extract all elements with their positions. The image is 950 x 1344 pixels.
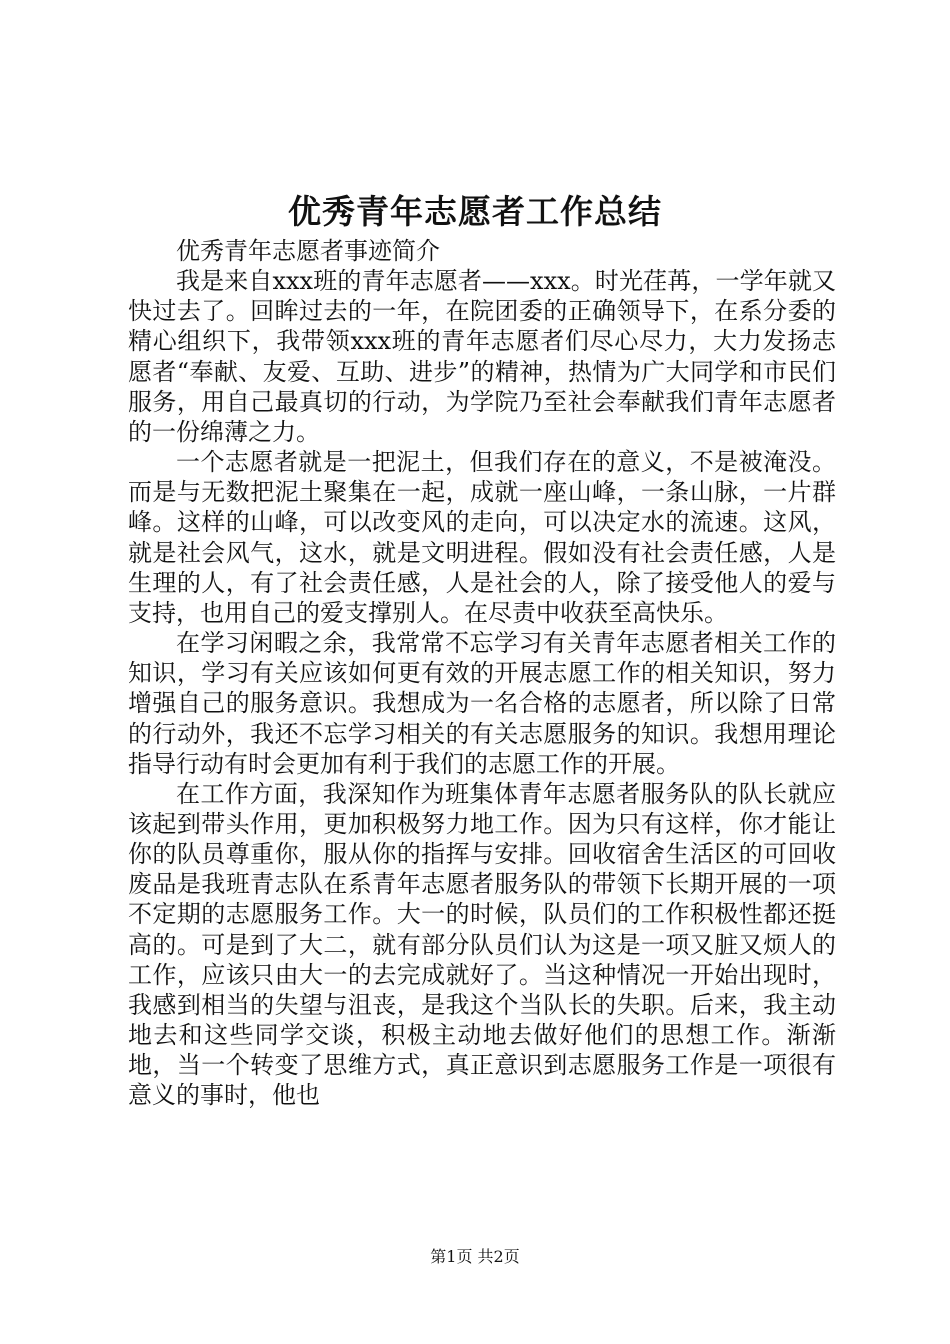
document-body — [128, 236, 836, 1111]
paragraph-1: 我是来自xxx班的青年志愿者——xxx。时光荏苒，一学年就又快过去了。回眸过去的一年，在院团委的正确领导下，在系分委的精心组织下，我带领xxx班的青年志愿者们尽心尽力，大力发扬志愿者“奉献、友爱、互助、进步”的精神，热情为广大同学和市民们服务，用自己最真切的行动，为学院乃至社会奉献我们青年志愿者的一份绵薄之力。 — [128, 267, 836, 446]
paragraph-4: 在工作方面，我深知作为班集体青年志愿者服务队的队长就应该起到带头作用，更加积极努力地工作。因为只有这样，你才能让你的队员尊重你，服从你的指挥与安排。回收宿舍生活区的可回收废品是我班青志队在系青年志愿者服务队的带领下长期开展的一项不定期的志愿服务工作。大一的时候，队员们的工作积极性都还挺高的。可是到了大二，就有部分队员们认为这是一项又脏又烦人的工作，应该只由大一的去完成就好了。当这种情况一开始出现时，我感到相当的失望与沮丧，是我这个当队长的失职。后来，我主动地去和这些同学交谈，积极主动地去做好他们的思想工作。渐渐地，当一个转变了思维方式，真正意识到志愿服务工作是一项很有意义的事时，他也 — [128, 779, 836, 1110]
document-title: 优秀青年志愿者工作总结 — [288, 192, 662, 231]
page-footer: 第1页 共2页 — [430, 1247, 520, 1266]
paragraph-3: 在学习闲暇之余，我常常不忘学习有关青年志愿者相关工作的知识，学习有关应该如何更有效的开展志愿工作的相关知识，努力增强自己的服务意识。我想成为一名合格的志愿者，所以除了日常的行动外，我还不忘学习相关的有关志愿服务的知识。我想用理论指导行动有时会更加有利于我们的志愿工作的开展。 — [128, 629, 836, 778]
paragraph-2: 一个志愿者就是一把泥土，但我们存在的意义，不是被淹没。而是与无数把泥土聚集在一起，成就一座山峰，一条山脉，一片群峰。这样的山峰，可以改变风的走向，可以决定水的流速。这风，就是社会风气，这水，就是文明进程。假如没有社会责任感，人是生理的人，有了社会责任感，人是社会的人，除了接受他人的爱与支持，也用自己的爱支撑别人。在尽责中收获至高快乐。 — [128, 448, 836, 627]
document-subtitle: 优秀青年志愿者事迹简介 — [176, 237, 440, 265]
